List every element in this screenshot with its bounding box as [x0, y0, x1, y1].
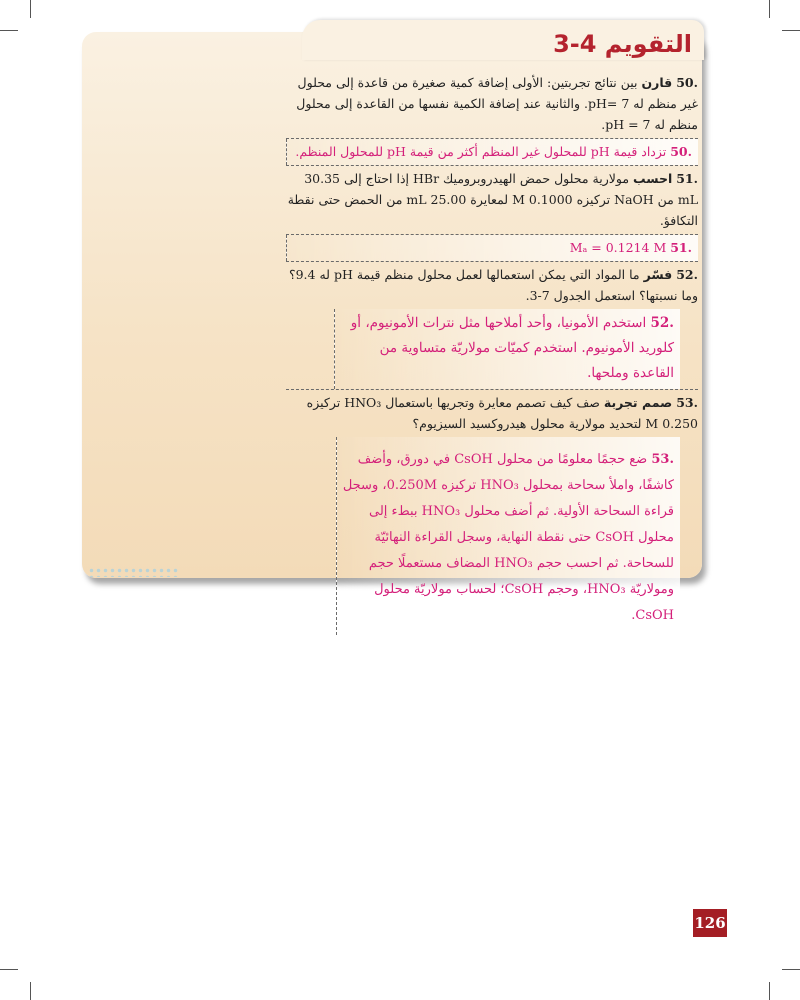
answer-53 [336, 437, 680, 635]
crop-mark [782, 30, 800, 31]
page-number: 126 [693, 909, 727, 937]
crop-mark [30, 0, 31, 18]
question-51 [286, 166, 698, 234]
assessment-content [286, 70, 698, 635]
crop-mark [30, 982, 31, 1000]
question-text: مولارية محلول حمض الهيدروبروميك HBr إذا احتاج إلى 30.35 mL من NaOH تركيزه 0.1000 M لمعايرة 25.00 mL من الحمض حتى نقطة التكافؤ. [287, 171, 698, 228]
question-52 [286, 262, 698, 309]
question-text: بين نتائج تجربتين: الأولى إضافة كمية صغيرة من قاعدة إلى محلول غير منظم له pH= 7. والثانية عند إضافة الكمية نفسها من القاعدة إلى محلول منظم له pH = 7. [296, 75, 698, 132]
question-50 [286, 70, 698, 138]
crop-mark [0, 969, 18, 970]
question-53 [286, 390, 698, 437]
question-number: .53 [676, 395, 698, 410]
question-text: صف كيف تصمم معايرة وتجريها باستعمال HNO₃ تركيزه 0.250 M لتحديد مولارية محلول هيدروكسيد السيزيوم؟ [306, 395, 698, 431]
answer-number: .53 [651, 452, 674, 467]
question-number: .50 [676, 75, 698, 90]
answer-51 [286, 235, 698, 261]
decorative-dots [88, 567, 178, 577]
question-keyword: قارن [641, 75, 673, 90]
answer-text: استخدم الأمونيا، وأحد أملاحها مثل نترات الأمونيوم، أو كلوريد الأمونيوم. استخدم كميّات مولاريّة متساوية من القاعدة وملحها. [350, 315, 674, 381]
answer-text: تزداد قيمة pH للمحلول غير المنظم أكثر من قيمة pH للمحلول المنظم. [295, 144, 667, 159]
crop-mark [782, 969, 800, 970]
answer-text: ضع حجمًا معلومًا من محلول CsOH في دورق، وأضف كاشفًا، واملأ سحاحة بمحلول HNO₃ تركيزه 0.250M، وسجل قراءة السحاحة الأولية. ثم أضف محلول HNO₃ ببطء إلى محلول CsOH حتى نقطة النهاية، وسجل القراءة النهائيّة للسحاحة. ثم احسب حجم HNO₃ المضاف مستعملًا حجم ومولاريّة HNO₃، وحجم CsOH؛ لحساب مولاريّة محلول CsOH. [342, 452, 674, 623]
answer-number: .52 [650, 315, 674, 331]
answer-50 [286, 139, 698, 165]
crop-mark [769, 0, 770, 18]
question-keyword: فسّر [643, 267, 673, 282]
crop-mark [0, 30, 18, 31]
crop-mark [769, 982, 770, 1000]
question-text: ما المواد التي يمكن استعمالها لعمل محلول منظم قيمة pH له 9.4؟ وما نسبتها؟ استعمل الجدول 7-3. [288, 267, 698, 303]
question-number: .52 [676, 267, 698, 282]
section-heading: التقويم 4-3 [553, 30, 692, 58]
question-keyword: صمم تجربة [603, 395, 673, 410]
answer-number: .50 [670, 144, 692, 159]
question-number: .51 [676, 171, 698, 186]
answer-text: Mₐ = 0.1214 M [569, 240, 667, 255]
answer-52 [334, 309, 680, 389]
question-keyword: احسب [633, 171, 673, 186]
answer-number: .51 [670, 240, 692, 255]
